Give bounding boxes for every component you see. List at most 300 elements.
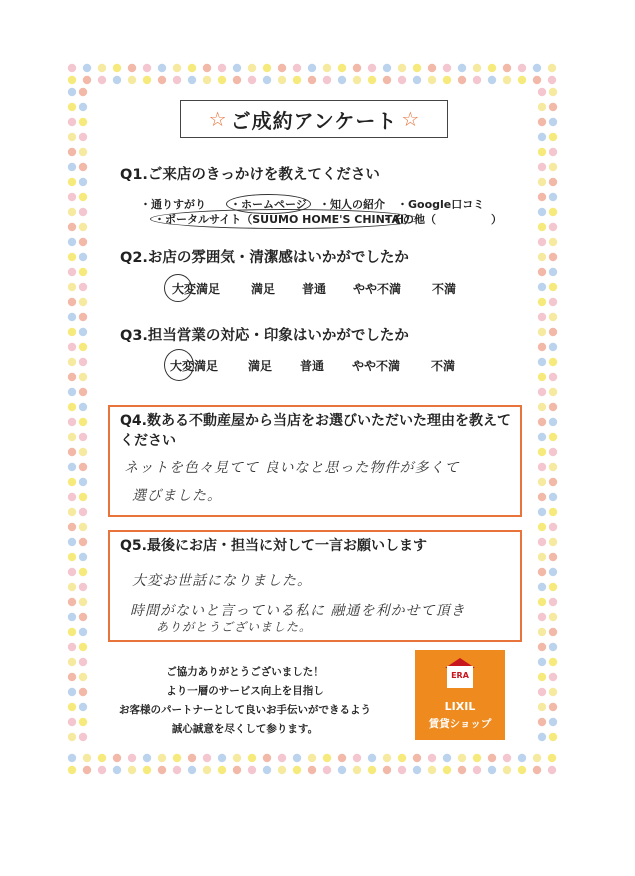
- border-dot: [143, 754, 151, 762]
- border-dot: [79, 178, 87, 186]
- border-dot: [143, 76, 151, 84]
- border-dot: [68, 718, 76, 726]
- border-dot: [248, 754, 256, 762]
- border-dot: [538, 703, 546, 711]
- border-dot: [538, 253, 546, 261]
- border-dot: [143, 766, 151, 774]
- border-dot: [383, 76, 391, 84]
- border-dot: [79, 268, 87, 276]
- border-dot: [83, 76, 91, 84]
- border-dot: [538, 733, 546, 741]
- border-dot: [203, 76, 211, 84]
- border-dot: [79, 133, 87, 141]
- thanks-line: 誠心誠意を尽くして参ります。: [171, 723, 319, 735]
- border-dot: [549, 118, 557, 126]
- border-dot: [68, 388, 76, 396]
- border-dot: [79, 103, 87, 111]
- border-dot: [473, 76, 481, 84]
- border-dot: [68, 148, 76, 156]
- border-dot: [263, 754, 271, 762]
- border-dot: [98, 64, 106, 72]
- border-dot: [549, 673, 557, 681]
- border-dot: [128, 64, 136, 72]
- border-dot: [549, 223, 557, 231]
- border-dot: [549, 568, 557, 576]
- border-dot: [473, 754, 481, 762]
- border-dot: [413, 766, 421, 774]
- border-dot: [518, 64, 526, 72]
- border-dot: [538, 523, 546, 531]
- border-dot: [68, 553, 76, 561]
- q3-option-very-satisfied[interactable]: 大変満足: [170, 359, 219, 373]
- border-dot: [323, 766, 331, 774]
- border-dot: [263, 766, 271, 774]
- border-dot: [68, 238, 76, 246]
- border-dot: [68, 64, 76, 72]
- border-dot: [79, 538, 87, 546]
- q3-option-somewhat-dissatisfied[interactable]: やや不満: [352, 359, 401, 373]
- border-dot: [538, 238, 546, 246]
- question-1: Q1.ご来店のきっかけを教えてください: [120, 167, 380, 183]
- border-dot: [549, 703, 557, 711]
- border-dot: [113, 64, 121, 72]
- border-dot: [548, 64, 556, 72]
- border-dot: [549, 508, 557, 516]
- border-dot: [549, 523, 557, 531]
- border-dot: [538, 493, 546, 501]
- border-dot: [368, 64, 376, 72]
- border-dot: [79, 463, 87, 471]
- border-dot: [538, 538, 546, 546]
- border-dot: [79, 208, 87, 216]
- border-dot: [383, 754, 391, 762]
- border-dot: [293, 766, 301, 774]
- border-dot: [458, 64, 466, 72]
- border-dot: [549, 583, 557, 591]
- border-dot: [549, 178, 557, 186]
- border-dot: [549, 133, 557, 141]
- border-dot: [158, 64, 166, 72]
- border-dot: [218, 64, 226, 72]
- border-dot: [538, 688, 546, 696]
- border-dot: [98, 766, 106, 774]
- border-dot: [549, 253, 557, 261]
- border-dot: [549, 388, 557, 396]
- border-dot: [218, 754, 226, 762]
- q2-option-satisfied[interactable]: 満足: [251, 282, 276, 296]
- border-dot: [68, 208, 76, 216]
- q2-option-neutral[interactable]: 普通: [302, 282, 327, 296]
- border-dot: [79, 523, 87, 531]
- border-dot: [538, 133, 546, 141]
- border-dot: [533, 766, 541, 774]
- border-dot: [218, 766, 226, 774]
- border-dot: [308, 754, 316, 762]
- handwritten-answer-line: ネットを色々見てて 良いなと思った物件が多くて: [124, 460, 460, 476]
- border-dot: [549, 238, 557, 246]
- border-dot: [549, 463, 557, 471]
- border-dot: [79, 508, 87, 516]
- star-icon: ☆: [401, 107, 420, 131]
- border-dot: [353, 754, 361, 762]
- border-dot: [443, 76, 451, 84]
- border-dot: [383, 64, 391, 72]
- border-dot: [533, 76, 541, 84]
- border-dot: [549, 478, 557, 486]
- border-dot: [538, 583, 546, 591]
- border-dot: [79, 148, 87, 156]
- border-dot: [549, 733, 557, 741]
- border-dot: [68, 118, 76, 126]
- border-dot: [68, 673, 76, 681]
- border-dot: [113, 76, 121, 84]
- thank-you-message: [95, 663, 395, 739]
- survey-title: [180, 100, 448, 138]
- border-dot: [548, 754, 556, 762]
- border-dot: [98, 76, 106, 84]
- border-dot: [368, 766, 376, 774]
- shop-name: 賃貸ショップ: [428, 718, 492, 730]
- border-dot: [428, 766, 436, 774]
- border-dot: [79, 403, 87, 411]
- border-dot: [549, 613, 557, 621]
- border-dot: [538, 223, 546, 231]
- border-dot: [549, 688, 557, 696]
- border-dot: [79, 448, 87, 456]
- border-dot: [113, 766, 121, 774]
- border-dot: [383, 766, 391, 774]
- border-dot: [98, 754, 106, 762]
- border-dot: [79, 583, 87, 591]
- border-dot: [338, 76, 346, 84]
- border-dot: [83, 64, 91, 72]
- border-dot: [68, 583, 76, 591]
- border-dot: [458, 76, 466, 84]
- border-dot: [79, 598, 87, 606]
- question-4-box: [108, 405, 522, 517]
- thanks-line: より一層のサービス向上を目指し: [166, 685, 324, 697]
- border-dot: [79, 718, 87, 726]
- border-dot: [68, 523, 76, 531]
- border-dot: [538, 403, 546, 411]
- border-dot: [203, 754, 211, 762]
- border-dot: [538, 568, 546, 576]
- q2-option-dissatisfied[interactable]: 不満: [432, 282, 457, 296]
- border-dot: [68, 703, 76, 711]
- border-dot: [68, 193, 76, 201]
- border-dot: [338, 754, 346, 762]
- border-dot: [68, 163, 76, 171]
- border-dot: [68, 133, 76, 141]
- border-dot: [549, 448, 557, 456]
- border-dot: [503, 64, 511, 72]
- thanks-line: ご協力ありがとうございました！: [166, 666, 324, 678]
- border-dot: [79, 253, 87, 261]
- border-dot: [518, 76, 526, 84]
- border-dot: [68, 433, 76, 441]
- border-dot: [549, 418, 557, 426]
- border-dot: [538, 268, 546, 276]
- border-dot: [428, 754, 436, 762]
- border-dot: [278, 76, 286, 84]
- border-dot: [68, 76, 76, 84]
- border-dot: [68, 538, 76, 546]
- border-dot: [158, 766, 166, 774]
- border-dot: [538, 553, 546, 561]
- border-dot: [68, 448, 76, 456]
- border-dot: [158, 76, 166, 84]
- border-dot: [538, 343, 546, 351]
- border-dot: [538, 313, 546, 321]
- border-dot: [79, 418, 87, 426]
- border-dot: [548, 76, 556, 84]
- border-dot: [548, 766, 556, 774]
- border-dot: [549, 493, 557, 501]
- border-dot: [68, 268, 76, 276]
- border-dot: [368, 76, 376, 84]
- border-dot: [79, 193, 87, 201]
- question-5: Q5.最後にお店・担当に対して一言お願いします: [120, 538, 427, 554]
- border-dot: [538, 118, 546, 126]
- q1-option-walkby[interactable]: ・通りすがり: [140, 198, 206, 211]
- border-dot: [68, 253, 76, 261]
- border-dot: [173, 766, 181, 774]
- border-dot: [538, 193, 546, 201]
- border-dot: [488, 766, 496, 774]
- border-dot: [549, 268, 557, 276]
- border-dot: [79, 568, 87, 576]
- border-dot: [549, 628, 557, 636]
- border-dot: [538, 643, 546, 651]
- border-dot: [188, 64, 196, 72]
- era-mark: ERA: [451, 671, 469, 680]
- q1-option-referral[interactable]: ・知人の紹介: [319, 198, 385, 211]
- border-dot: [428, 76, 436, 84]
- border-dot: [173, 64, 181, 72]
- border-dot: [549, 718, 557, 726]
- border-dot: [68, 418, 76, 426]
- border-dot: [173, 754, 181, 762]
- border-dot: [233, 76, 241, 84]
- border-dot: [549, 88, 557, 96]
- border-dot: [533, 754, 541, 762]
- border-dot: [549, 538, 557, 546]
- border-dot: [538, 103, 546, 111]
- border-dot: [488, 76, 496, 84]
- border-dot: [368, 754, 376, 762]
- border-dot: [538, 463, 546, 471]
- border-dot: [68, 343, 76, 351]
- border-dot: [353, 76, 361, 84]
- q3-option-satisfied[interactable]: 満足: [248, 359, 273, 373]
- border-dot: [79, 673, 87, 681]
- border-dot: [203, 766, 211, 774]
- border-dot: [398, 766, 406, 774]
- border-dot: [79, 688, 87, 696]
- border-dot: [68, 733, 76, 741]
- border-dot: [68, 598, 76, 606]
- border-dot: [158, 754, 166, 762]
- q3-option-dissatisfied[interactable]: 不満: [431, 359, 456, 373]
- border-dot: [68, 568, 76, 576]
- border-dot: [538, 418, 546, 426]
- border-dot: [538, 508, 546, 516]
- border-dot: [549, 328, 557, 336]
- border-dot: [248, 64, 256, 72]
- q3-option-neutral[interactable]: 普通: [300, 359, 325, 373]
- border-dot: [233, 754, 241, 762]
- border-dot: [79, 388, 87, 396]
- border-dot: [473, 766, 481, 774]
- border-dot: [488, 64, 496, 72]
- q1-option-google[interactable]: ・Google口コミ: [397, 198, 485, 211]
- border-dot: [538, 598, 546, 606]
- border-dot: [538, 178, 546, 186]
- border-dot: [233, 766, 241, 774]
- border-dot: [538, 328, 546, 336]
- border-dot: [79, 238, 87, 246]
- border-dot: [68, 403, 76, 411]
- question-3: Q3.担当営業の対応・印象はいかがでしたか: [120, 328, 409, 344]
- border-dot: [128, 754, 136, 762]
- handwritten-answer-line: ありがとうございました。: [156, 620, 313, 634]
- border-dot: [549, 208, 557, 216]
- border-dot: [79, 343, 87, 351]
- border-dot: [538, 208, 546, 216]
- border-dot: [79, 658, 87, 666]
- border-dot: [68, 223, 76, 231]
- border-dot: [538, 88, 546, 96]
- q1-option-portal[interactable]: ・ポータルサイト（SUUMO HOME'S CHINTAI）: [150, 209, 419, 229]
- border-dot: [68, 88, 76, 96]
- border-dot: [518, 766, 526, 774]
- border-dot: [68, 628, 76, 636]
- border-dot: [79, 223, 87, 231]
- q1-option-homepage[interactable]: ・ホームページ: [226, 194, 311, 214]
- q2-option-very-satisfied[interactable]: 大変満足: [172, 282, 221, 296]
- border-dot: [549, 343, 557, 351]
- border-dot: [68, 754, 76, 762]
- border-dot: [218, 76, 226, 84]
- border-dot: [68, 313, 76, 321]
- border-dot: [538, 148, 546, 156]
- star-icon: ☆: [208, 107, 227, 131]
- border-dot: [549, 193, 557, 201]
- border-dot: [549, 403, 557, 411]
- border-dot: [549, 313, 557, 321]
- border-dot: [79, 613, 87, 621]
- border-dot: [538, 628, 546, 636]
- border-dot: [68, 103, 76, 111]
- border-dot: [143, 64, 151, 72]
- border-dot: [173, 76, 181, 84]
- border-dot: [538, 673, 546, 681]
- border-dot: [458, 766, 466, 774]
- border-dot: [413, 76, 421, 84]
- border-dot: [538, 613, 546, 621]
- lixil-brand: LIXIL: [444, 700, 476, 713]
- border-dot: [278, 64, 286, 72]
- border-dot: [278, 766, 286, 774]
- border-dot: [443, 766, 451, 774]
- border-dot: [79, 313, 87, 321]
- q1-option-other[interactable]: ・その他（ ）: [381, 213, 502, 226]
- border-dot: [538, 433, 546, 441]
- border-dot: [79, 88, 87, 96]
- border-dot: [538, 478, 546, 486]
- border-dot: [538, 163, 546, 171]
- border-dot: [549, 433, 557, 441]
- border-dot: [353, 64, 361, 72]
- border-dot: [503, 754, 511, 762]
- border-dot: [79, 478, 87, 486]
- border-dot: [233, 64, 241, 72]
- border-dot: [79, 163, 87, 171]
- border-dot: [549, 643, 557, 651]
- border-dot: [278, 754, 286, 762]
- border-dot: [248, 76, 256, 84]
- border-dot: [293, 754, 301, 762]
- border-dot: [248, 766, 256, 774]
- q3-rating: [0, 357, 635, 379]
- question-5-box: [108, 530, 522, 642]
- border-dot: [323, 76, 331, 84]
- border-dot: [68, 643, 76, 651]
- border-dot: [263, 64, 271, 72]
- border-dot: [188, 754, 196, 762]
- border-dot: [79, 643, 87, 651]
- border-dot: [68, 688, 76, 696]
- border-dot: [538, 448, 546, 456]
- border-dot: [188, 766, 196, 774]
- border-dot: [488, 754, 496, 762]
- border-dot: [549, 553, 557, 561]
- border-dot: [398, 76, 406, 84]
- border-dot: [203, 64, 211, 72]
- border-dot: [113, 754, 121, 762]
- border-dot: [308, 64, 316, 72]
- handwritten-answer-line: 選びました。: [132, 488, 222, 504]
- border-dot: [188, 76, 196, 84]
- border-dot: [458, 754, 466, 762]
- border-dot: [323, 754, 331, 762]
- question-2: Q2.お店の雰囲気・清潔感はいかがでしたか: [120, 250, 409, 266]
- border-dot: [68, 658, 76, 666]
- border-dot: [79, 433, 87, 441]
- border-dot: [549, 103, 557, 111]
- q2-option-somewhat-dissatisfied[interactable]: やや不満: [353, 282, 402, 296]
- border-dot: [549, 148, 557, 156]
- border-dot: [503, 76, 511, 84]
- border-dot: [538, 388, 546, 396]
- border-dot: [308, 76, 316, 84]
- border-dot: [68, 613, 76, 621]
- border-dot: [538, 658, 546, 666]
- border-dot: [443, 754, 451, 762]
- border-dot: [398, 64, 406, 72]
- border-dot: [83, 754, 91, 762]
- border-dot: [353, 766, 361, 774]
- border-dot: [68, 478, 76, 486]
- question-4: Q4.数ある不動産屋から当店をお選びいただいた理由を教えてください: [120, 413, 511, 449]
- border-dot: [79, 553, 87, 561]
- q2-rating: [0, 280, 635, 302]
- border-dot: [413, 754, 421, 762]
- border-dot: [68, 508, 76, 516]
- border-dot: [549, 163, 557, 171]
- border-dot: [518, 754, 526, 762]
- border-dot: [68, 766, 76, 774]
